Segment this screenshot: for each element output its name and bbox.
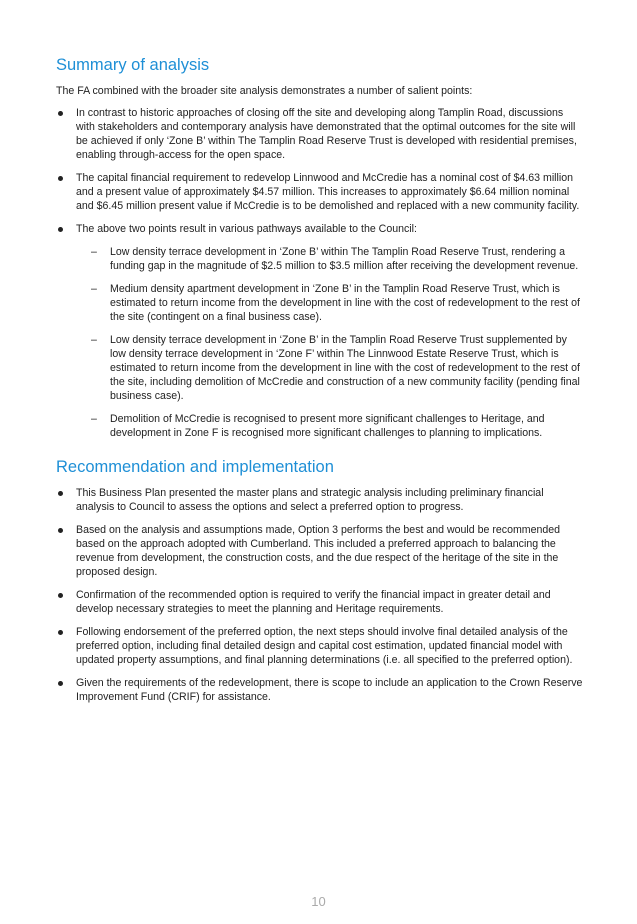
bullet-text: Given the requirements of the redevelopment, there is scope to include an application to the Crown Reserve Improvement Fund (CRIF) for assistance. [76, 677, 583, 703]
list-item [56, 222, 584, 440]
bullet-text: The capital financial requirement to redevelop Linnwood and McCredie has a nominal cost of $4.63 million and a present value of approximately $4.57 million. This increases to approximately $6.64 million nominal and $6.45 million present value if McCredie is to be demolished and replaced with a new community facility. [76, 172, 580, 212]
recommendation-heading: Recommendation and implementation [56, 458, 334, 476]
bullet-text: Confirmation of the recommended option is required to verify the financial impact in greater detail and develop necessary strategies to meet the planning and Heritage requirements. [76, 589, 551, 615]
bullet-text: Based on the analysis and assumptions made, Option 3 performs the best and would be recommended based on the approach adopted with Cumberland. This included a preferred approach to balancing the revenue from development, the construction costs, and the due respect of the heritage of the site in the proposed design. [76, 524, 561, 578]
dash-marker: – [91, 413, 97, 425]
bullet-icon [58, 528, 63, 533]
bullet-text: In contrast to historic approaches of closing off the site and developing along Tamplin Road, discussions with stakeholders and contemporary analysis have demonstrated that the optimal outcomes for the site will be achieved if only ‘Zone B’ within The Tamplin Road Reserve Trust is developed with residential premises, enabling through-access for the open space. [76, 107, 577, 161]
bullet-text: The above two points result in various pathways available to the Council: [76, 223, 417, 235]
sub-list-item [76, 412, 584, 440]
summary-heading: Summary of analysis [56, 56, 210, 74]
recommendation-bullet-list [56, 486, 584, 704]
bullet-icon [58, 593, 63, 598]
list-item [56, 486, 584, 514]
sub-list-item [76, 333, 584, 403]
sub-list-item [76, 282, 584, 324]
list-item [56, 676, 584, 704]
list-item [56, 523, 584, 579]
bullet-icon [58, 491, 63, 496]
sub-bullet-text: Low density terrace development in ‘Zone B’ within The Tamplin Road Reserve Trust, rendering a funding gap in the magnitude of $2.5 million to $3.5 million after receiving the development revenue. [110, 246, 579, 272]
bullet-icon [58, 630, 63, 635]
bullet-text: This Business Plan presented the master plans and strategic analysis including preliminary financial analysis to Council to assess the options and select a preferred option to progress. [76, 487, 544, 513]
bullet-icon [58, 176, 63, 181]
pathway-sub-list [76, 245, 584, 440]
bullet-icon [58, 227, 63, 232]
list-item [56, 625, 584, 667]
dash-marker: – [91, 246, 97, 258]
summary-intro: The FA combined with the broader site analysis demonstrates a number of salient points: [56, 85, 473, 97]
list-item [56, 171, 584, 213]
bullet-icon [58, 111, 63, 116]
page-content [56, 54, 584, 713]
list-item [56, 588, 584, 616]
list-item [56, 106, 584, 162]
sub-bullet-text: Medium density apartment development in ‘Zone B’ in the Tamplin Road Reserve Trust, which is estimated to return income from the development in line with the cost of redevelopment to the rest of the site (contingent on a final business case). [110, 283, 580, 323]
page-number: 10 [311, 894, 326, 909]
dash-marker: – [91, 283, 97, 295]
dash-marker: – [91, 334, 97, 346]
sub-bullet-text: Low density terrace development in ‘Zone B’ in the Tamplin Road Reserve Trust supplemented by low density terrace development in ‘Zone F’ within The Linnwood Estate Reserve Trust, which is estimated to return income from the development in line with the cost of redevelopment to the rest of the site, including demolition of McCredie and construction of a new community facility (pending final business case). [110, 334, 580, 402]
summary-bullet-list [56, 106, 584, 440]
bullet-text: Following endorsement of the preferred option, the next steps should involve final detailed analysis of the preferred option, including final detailed design and capital cost estimation, updated financial model with updated property assumptions, and final planning determinations (i.e. all specified to the preferred option). [76, 626, 573, 666]
bullet-icon [58, 681, 63, 686]
sub-bullet-text: Demolition of McCredie is recognised to present more significant challenges to Heritage, and development in Zone F is recognised more significant challenges to planning to implications. [110, 413, 545, 439]
sub-list-item [76, 245, 584, 273]
